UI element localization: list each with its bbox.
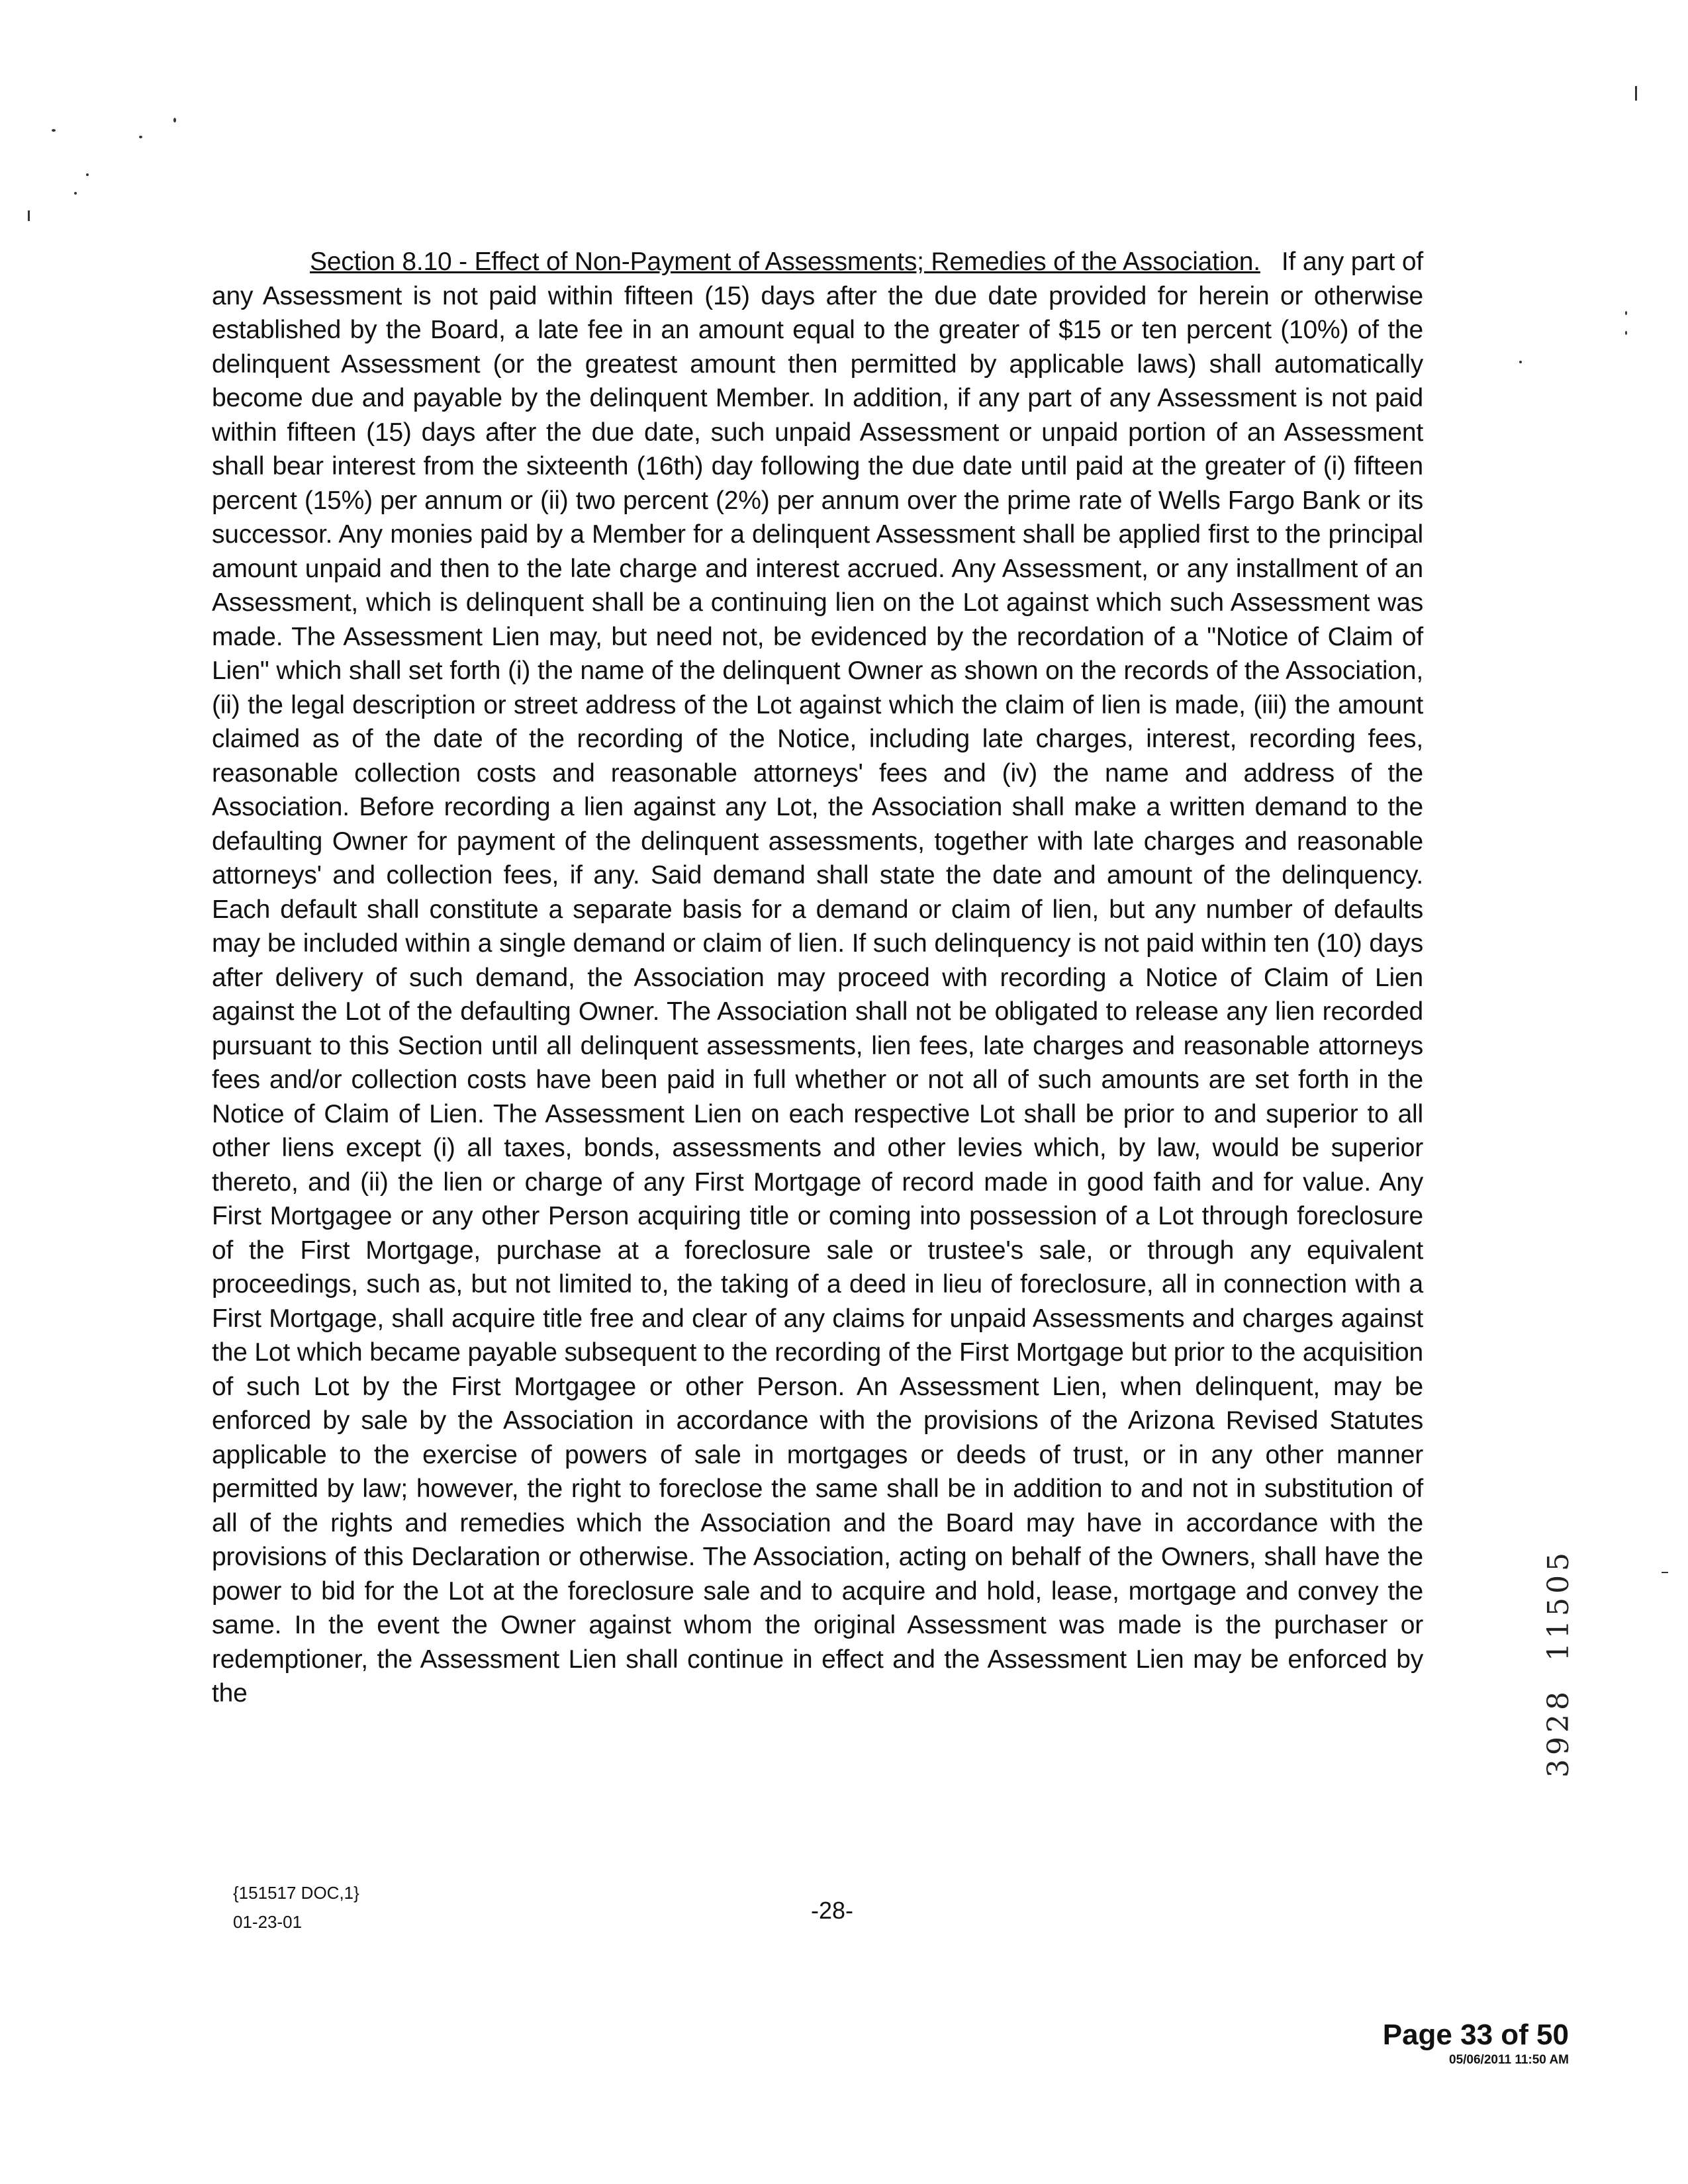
scan-speck — [52, 129, 56, 132]
scan-speck — [1625, 331, 1627, 335]
page-stamp-count: Page 33 of 50 — [1382, 2019, 1569, 2051]
recording-reference — [1536, 1549, 1582, 1860]
scan-speck — [173, 118, 176, 122]
footer-doc-id: {151517 DOC,1} — [233, 1883, 359, 1903]
footer-doc-info — [233, 1878, 359, 1936]
footer-page-number: -28- — [811, 1897, 854, 1924]
scan-speck — [1635, 86, 1637, 101]
section-text: If any part of any Assessment is not paid within fifteen (15) days after the due date provided for herein or otherwise established by the Board, a late fee in an amount equal to the greater of $15 or ten percent (10%) of the delinquent Assessment (or the greatest amount then permitted by applicable laws) shall automatically become due and payable by the delinquent Member. In addition, if any part of any Assessment is not paid within fifteen (15) days after the due date, such unpaid Assessment or unpaid portion of an Assessment shall bear interest from the sixteenth (16th) day following the due date until paid at the greater of (i) fifteen percent (15%) per annum or (ii) two percent (2%) per annum over the prime rate of Wells Fargo Bank or its successor. Any monies paid by a Member for a delinquent Assessment shall be applied first to the principal amount unpaid and then to the late charge and interest accrued. Any Assessment, or any installment of an Assessment, which is delinquent shall be a continuing lien on the Lot against which such Assessment was made. The Assessment Lien may, but need not, be evidenced by the recordation of a "Notice of Claim of Lien" which shall set forth (i) the name of the delinquent Owner as shown on the records of the Association, (ii) the legal description or street address of the Lot against which the claim of lien is made, (iii) the amount claimed as of the date of the recording of the Notice, including late charges, interest, recording fees, reasonable collection costs and reasonable attorneys' fees and (iv) the name and address of the Association. Before recording a lien against any Lot, the Association shall make a written demand to the defaulting Owner for payment of the delinquent assessments, together with late charges and reasonable attorneys' and collection fees, if any. Said demand shall state the date and amount of the delinquency. Each default shall constitute a separate basis for a demand or claim of lien, but any number of defaults may be included within a single demand or claim of lien. If such delinquency is not paid within ten (10) days after delivery of such demand, the Association may proceed with recording a Notice of Claim of Lien against the Lot of the defaulting Owner. The Association shall not be obligated to release any lien recorded pursuant to this Section until all delinquent assessments, lien fees, late charges and reasonable attorneys fees and/or collection costs have been paid in full whether or not all of such amounts are set forth in the Notice of Claim of Lien. The Assessment Lien on each respective Lot shall be prior to and superior to all other liens except (i) all taxes, bonds, assessments and other levies which, by law, would be superior thereto, and (ii) the lien or charge of any First Mortgage of record made in good faith and for value. Any First Mortgagee or any other Person acquiring title or coming into possession of a Lot through foreclosure of the First Mortgage, purchase at a foreclosure sale or trustee's sale, or through any equivalent proceedings, such as, but not limited to, the taking of a deed in lieu of foreclosure, all in connection with a First Mortgage, shall acquire title free and clear of any claims for unpaid Assessments and charges against the Lot which became payable subsequent to the recording of the First Mortgage but prior to the acquisition of such Lot by the First Mortgagee or other Person. An Assessment Lien, when delinquent, may be enforced by sale by the Association in accordance with the provisions of the Arizona Revised Statutes applicable to the exercise of powers of sale in mortgages or deeds of trust, or in any other manner permitted by law; however, the right to foreclose the same shall be in addition to and not in substitution of all of the rights and remedies which the Association and the Board may have in accordance with the provisions of this Declaration or otherwise. The Association, acting on behalf of the Owners, shall have the power to bid for the Lot at the foreclosure sale and to acquire and hold, lease, mortgage and convey the same. In the event the Owner against whom the original Assessment was made is the purchaser or redemptioner, the Assessment Lien shall continue in effect and the Assessment Lien may be enforced by the — [212, 248, 1423, 1707]
page-stamp-timestamp: 05/06/2011 11:50 AM — [1449, 2053, 1569, 2067]
section-heading: Section 8.10 - Effect of Non-Payment of Assessments; Remedies of the Association. — [310, 248, 1260, 276]
recording-reference-part1: 11505 — [1542, 1549, 1575, 1661]
section-body — [212, 245, 1423, 1711]
scan-speck — [1662, 1572, 1668, 1573]
page-stamp — [1383, 2019, 1569, 2068]
scan-speck — [74, 192, 77, 195]
scan-speck — [139, 136, 142, 138]
scan-speck — [1519, 361, 1522, 363]
scan-speck — [1625, 311, 1627, 315]
scan-speck — [28, 210, 30, 221]
scan-speck — [86, 173, 89, 176]
footer-date: 01-23-01 — [233, 1912, 303, 1932]
recording-reference-part2: 3928 — [1542, 1687, 1575, 1778]
